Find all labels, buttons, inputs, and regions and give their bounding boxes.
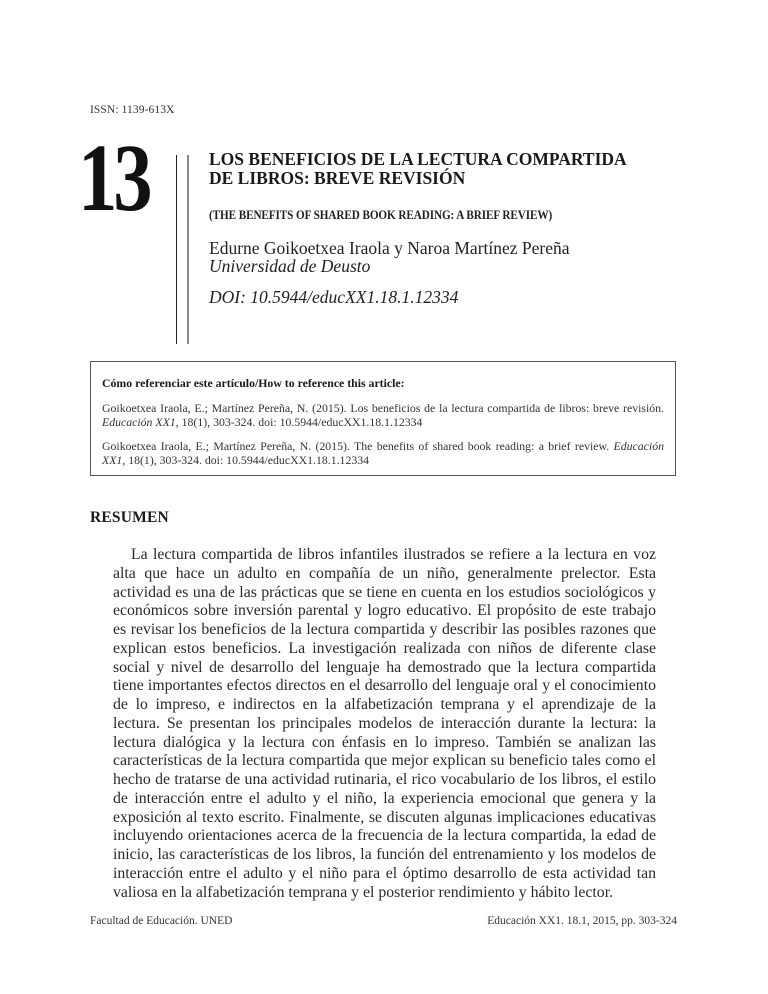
footer-publisher: Facultad de Educación. UNED (90, 915, 233, 927)
citation-heading: Cómo referenciar este artículo/How to reference this article: (102, 376, 405, 390)
citation-text: Goikoetxea Iraola, E.; Martínez Pereña, N. (2015). Los beneficios de la lectura compartida de libros: breve revisión. (102, 401, 664, 415)
citation-text: Goikoetxea Iraola, E.; Martínez Pereña, N. (2015). The benefits of shared book reading: a brief review. (102, 439, 614, 453)
article-title-english: (THE BENEFITS OF SHARED BOOK READING: A BRIEF REVIEW) (209, 207, 553, 222)
decorative-vertical-rule (187, 155, 189, 344)
citation-entry-english (102, 440, 664, 467)
article-authors: Edurne Goikoetxea Iraola y Naroa Martínez Pereña (209, 238, 570, 258)
article-doi: DOI: 10.5944/educXX1.18.1.12334 (209, 287, 459, 307)
citation-journal: Educación XX1 (102, 439, 664, 467)
citation-details: , 18(1), 303-324. doi: 10.5944/educXX1.18.1.12334 (175, 414, 423, 429)
citation-details: , 18(1), 303-324. doi: 10.5944/educXX1.18.1.12334 (122, 452, 370, 467)
abstract-body: La lectura compartida de libros infantiles ilustrados se refiere a la lectura en voz alta que hace un adulto en compañía de un niño, generalmente prelector. Esta actividad es una de las prácticas que se tiene en cuenta en los estudios sociológicos y económicos sobre inversión parental y logro educativo. El propósito de este trabajo es revisar los beneficios de la lectura compartida y describir las posibles razones que explican estos beneficios. La investigación realizada con niños de diferente clase social y nivel de desarrollo del lenguaje ha demostrado que la lectura compartida tiene importantes efectos directos en el desarrollo del lenguaje oral y el conocimiento de lo impreso, e indirectos en la alfabetización temprana y el aprendizaje de la lectura. Se presentan los principales modelos de interacción durante la lectura: la lectura dialógica y la lectura con énfasis en lo impreso. También se analizan las características de la lectura compartida que mejor explican su beneficio tales como el hecho de tratarse de una actividad rutinaria, el rico vocabulario de los libros, el estilo de interacción entre el adulto y el niño, la experiencia emocional que genera y la exposición al texto escrito. Finalmente, se discuten algunas implicaciones educativas incluyendo orientaciones acerca de la frecuencia de la lectura compartida, la edad de inicio, las características de los libros, la función del entrenamiento y los modelos de interacción entre el adulto y el niño para el óptimo desarrollo de esta actividad tan valiosa en la alfabetización temprana y el posterior rendimiento y hábito lector. (113, 546, 656, 901)
citation-box (90, 361, 676, 476)
article-title-line: DE LIBROS: BREVE REVISIÓN (209, 168, 466, 188)
footer-journal-info: Educación XX1. 18.1, 2015, pp. 303-324 (487, 915, 677, 927)
article-number: 13 (78, 124, 149, 231)
citation-entry-spanish (102, 402, 664, 429)
issn-label: ISSN: 1139-613X (90, 104, 175, 116)
decorative-vertical-rule (176, 155, 177, 344)
article-title-line: LOS BENEFICIOS DE LA LECTURA COMPARTIDA (209, 149, 627, 169)
abstract-heading: RESUMEN (90, 509, 169, 526)
author-affiliation: Universidad de Deusto (209, 256, 371, 276)
citation-journal: Educación XX1 (102, 414, 176, 429)
article-title (209, 150, 669, 188)
